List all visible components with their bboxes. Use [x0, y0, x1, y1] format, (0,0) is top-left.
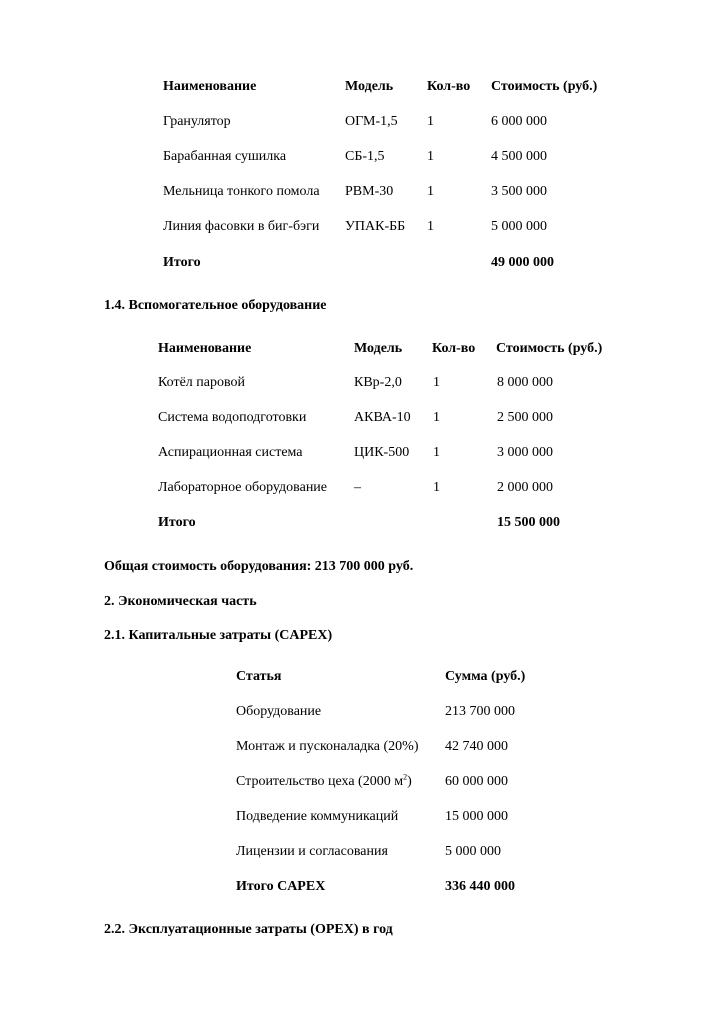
table-header-row [0, 339, 724, 359]
cell-cost: 2 000 000 [497, 480, 553, 495]
cell-amount: 42 740 000 [445, 739, 508, 754]
table-total-row [0, 877, 724, 897]
cell-item-text: Строительство цеха (2000 м [236, 774, 404, 789]
cell-qty: 1 [433, 480, 440, 495]
header-cost: Стоимость (руб.) [496, 341, 603, 356]
cell-model: ОГМ-1,5 [345, 114, 398, 129]
cell-amount: 15 000 000 [445, 809, 508, 824]
table-row [0, 147, 724, 167]
table-total-row [0, 253, 724, 273]
cell-model: – [354, 480, 361, 495]
table-row [0, 217, 724, 237]
table-row [0, 807, 724, 827]
header-qty: Кол-во [432, 341, 476, 356]
cell-qty: 1 [427, 219, 434, 234]
table-row [0, 772, 724, 792]
cell-cost: 2 500 000 [497, 410, 553, 425]
table-row [0, 443, 724, 463]
header-name: Наименование [158, 341, 252, 356]
cell-cost: 5 000 000 [491, 219, 547, 234]
cell-name: Гранулятор [163, 114, 231, 129]
cell-item: Оборудование [236, 704, 322, 719]
table-total-row [0, 513, 724, 533]
cell-cost: 6 000 000 [491, 114, 547, 129]
cell-qty: 1 [433, 375, 440, 390]
cell-qty: 1 [427, 184, 434, 199]
cell-cost: 4 500 000 [491, 149, 547, 164]
table-header-row [0, 667, 724, 687]
cell-model: КВр-2,0 [354, 375, 402, 390]
cell-cost: 3 500 000 [491, 184, 547, 199]
cell-model: РВМ-30 [345, 184, 394, 199]
cell-qty: 1 [427, 149, 434, 164]
cell-name: Мельница тонкого помола [163, 184, 320, 199]
header-cost: Стоимость (руб.) [491, 79, 598, 94]
section-heading-2: 2. Экономическая часть [104, 594, 257, 609]
cell-name: Котёл паровой [158, 375, 245, 390]
table-row [0, 373, 724, 393]
total-label: Итого [158, 515, 196, 530]
cell-amount: 213 700 000 [445, 704, 515, 719]
table-row [0, 842, 724, 862]
cell-model: ЦИК-500 [354, 445, 410, 460]
total-equipment-cost: Общая стоимость оборудования: 213 700 000 руб. [104, 559, 414, 574]
header-amount: Сумма (руб.) [445, 669, 526, 684]
section-heading-2-2: 2.2. Эксплуатационные затраты (OPEX) в год [104, 922, 393, 937]
cell-name: Барабанная сушилка [163, 149, 287, 164]
total-value: 336 440 000 [445, 879, 515, 894]
header-model: Модель [345, 79, 394, 94]
cell-cost: 8 000 000 [497, 375, 553, 390]
cell-name: Линия фасовки в биг-бэги [163, 219, 320, 234]
cell-item: Лицензии и согласования [236, 844, 388, 859]
section-heading-1-4: 1.4. Вспомогательное оборудование [104, 298, 327, 313]
table-row [0, 478, 724, 498]
header-item: Статья [236, 669, 282, 684]
table-row [0, 182, 724, 202]
section-heading-2-1: 2.1. Капитальные затраты (CAPEX) [104, 628, 333, 643]
table-row [0, 112, 724, 132]
cell-name: Аспирационная система [158, 445, 303, 460]
cell-model: СБ-1,5 [345, 149, 385, 164]
table-header-row [0, 77, 724, 97]
cell-model: УПАК-ББ [345, 219, 406, 234]
cell-amount: 5 000 000 [445, 844, 501, 859]
cell-qty: 1 [433, 410, 440, 425]
total-value: 49 000 000 [491, 255, 554, 270]
header-model: Модель [354, 341, 403, 356]
table-row [0, 737, 724, 757]
cell-name: Лабораторное оборудование [158, 480, 328, 495]
cell-item [236, 772, 412, 792]
total-label: Итого CAPEX [236, 879, 326, 894]
header-name: Наименование [163, 79, 257, 94]
cell-item: Монтаж и пусконаладка (20%) [236, 739, 419, 754]
cell-model: АКВА-10 [354, 410, 411, 425]
cell-name: Система водоподготовки [158, 410, 307, 425]
table-row [0, 702, 724, 722]
header-qty: Кол-во [427, 79, 471, 94]
area-superscript: 2 [403, 772, 408, 782]
cell-amount: 60 000 000 [445, 774, 508, 789]
cell-qty: 1 [433, 445, 440, 460]
total-value: 15 500 000 [497, 515, 560, 530]
cell-qty: 1 [427, 114, 434, 129]
total-label: Итого [163, 255, 201, 270]
table-row [0, 408, 724, 428]
cell-item-close: ) [407, 774, 412, 789]
cell-cost: 3 000 000 [497, 445, 553, 460]
cell-item: Подведение коммуникаций [236, 809, 399, 824]
